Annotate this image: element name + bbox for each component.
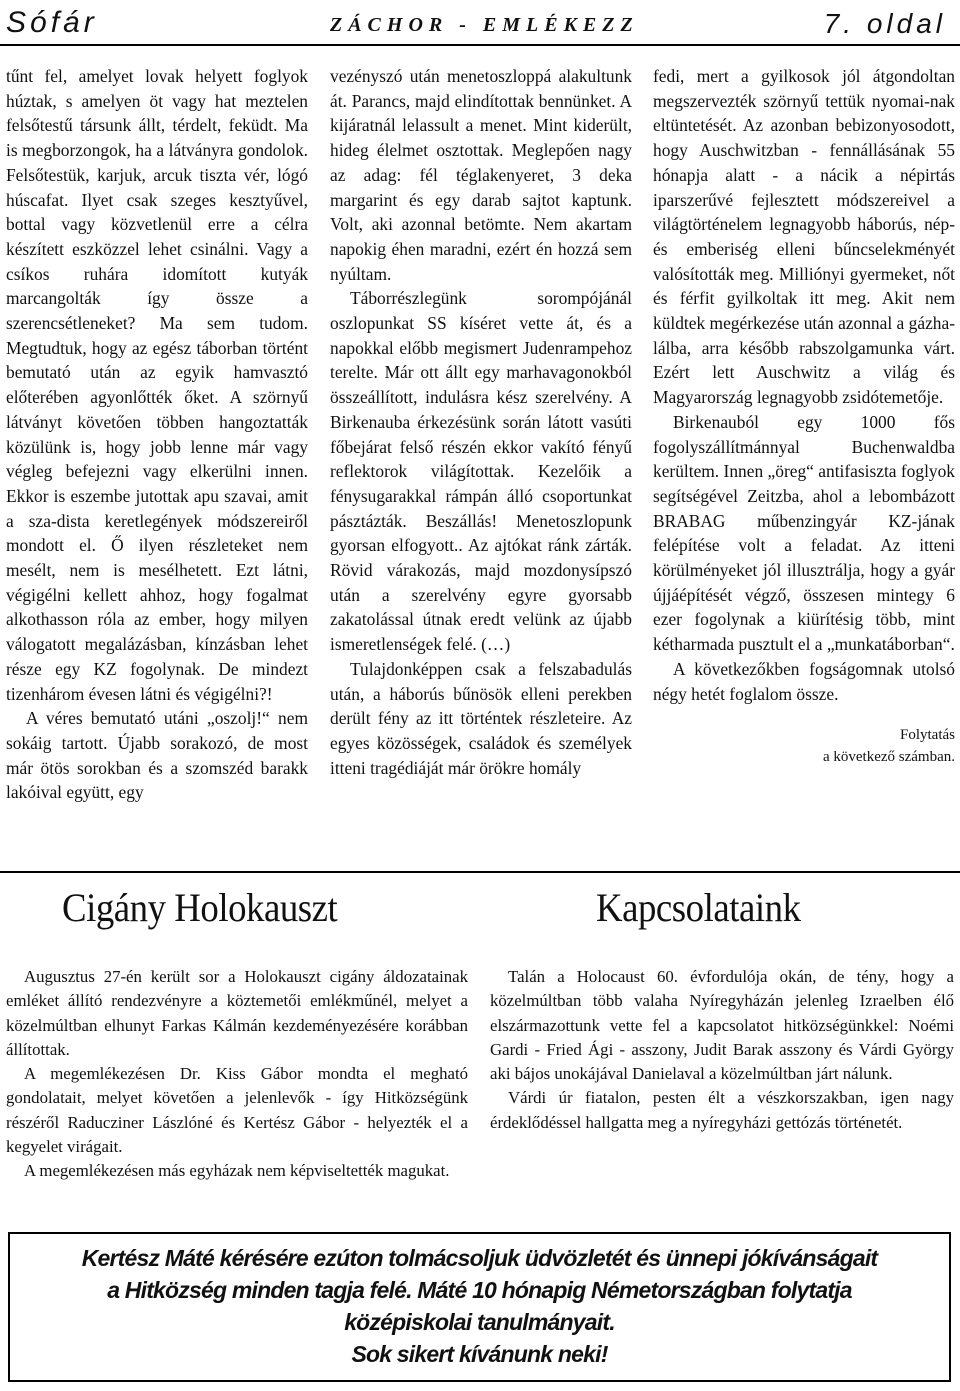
section-title-kapcsolataink: Kapcsolataink xyxy=(596,885,801,930)
paragraph: Táborrészlegünk sorompójánál oszlopunkat SS kíséret vette át, és a napokkal előbb megismert Judenrampehoz terelte. Már ott állt egy marhavagonokból összeállított, indulásra kész szerelvény. A Birkenauba érkezésünk során látott vasúti főbejárat felső részén ekkor vakító fényű reflektorok világítottak. Kezelőik a fénysugarakkal rámpán álló csoportunkat pásztázták. Beszállás! Menetoszlopunk gyorsan elfogyott.. Az ajtókat ránk zárták. Rövid várakozás, majd mozdonysípszó után a szerelvény egyre gyorsabb zakatolással útnak eredt velünk az újabb ismeretlenségek felé. (…) xyxy=(330,288,632,655)
greeting-line-2: a Hitközség minden tagja felé. Máté 10 hónapig Németországban folytatja xyxy=(107,1277,852,1303)
page-header xyxy=(0,0,960,44)
greeting-line-4: Sok sikert kívánunk neki! xyxy=(351,1341,608,1367)
section-separator xyxy=(0,871,960,873)
section-kapcsolataink-body xyxy=(490,965,954,1135)
section-title-cigany-holokauszt: Cigány Holokauszt xyxy=(62,885,338,930)
paragraph: tűnt fel, amelyet lovak helyett foglyok húztak, s amelyen öt vagy hat meztelen felsőtestű társunk állt, térdelt, feküdt. Ma is megborzongok, ha a látványra gondolok. Felsőtestük, karjuk, arcuk tiszta vér, lógó húscafat. Ilyet csak szeges kesztyűvel, bottal vagy közvetlenül erre a célra készített eszközzel lehet csinálni. Vagy a csíkos ruhára idomított kutyák marcangolták így össze a szerencsétleneket? Ma sem tudom. Megtudtuk, hogy az egész táborban történt bemutató után az egyik hamvasztó előterében agyonlőtték őket. A szörnyű látványt követően többen hangoztatták közülünk is, hogy jobb lenne már vagy végleg befejezni vagy elkerülni innen. Ekkor is eszembe jutottak apu szavai, amit a sza-dista keretlegények módszereiről mondott el. Ő ilyen részleteket nem mesélt, nem is mesélhetett. Ezt látni, végigélni kellett ahhoz, hogy fogalmat alkothasson róla az ember, hogy milyen válogatott megalázásban, kínzásban lehet része egy KZ fogolynak. De mindezt tizenhárom évesen látni és végigélni?! xyxy=(6,66,308,704)
greeting-line-1: Kertész Máté kérésére ezúton tolmácsoljuk üdvözletét és ünnepi jókívánságait xyxy=(81,1245,878,1271)
article-column-3 xyxy=(653,64,955,768)
paragraph: vezényszó után menetoszloppá alakultunk át. Parancs, majd elindítottak bennünket. A kijáratnál lelassult a menet. Mint kiderült, hideg élelmet osztottak. Meglepően nagy az adag: fél téglakenyeret, 3 deka margarint és egy darab sajtot kaptunk. Volt, aki azonnal betömte. Nem akartam napokig éhen maradni, ezért én hozzá sem nyúltam. xyxy=(330,66,632,284)
paragraph: fedi, mert a gyilkosok jól átgondoltan megszervezték szörnyű tettük nyomai-nak eltüntetését. Az azonban bebizonyosodott, hogy Auschwitzban - fennállásának 55 hónapja alatt - a nácik a népirtás iparszerűvé fejlesztett módszereivel a világtörténelem legnagyobb háborús, nép- és emberiség elleni bűncselekményét valósították meg. Milliónyi gyermeket, nőt és férfit gyilkoltak itt meg. Akit nem küldtek megérkezése után azonnal a gázha-lálba, arra később rabszolgamunka várt. Ezért lett Auschwitz a világ és Magyarország legnagyobb zsidótemetője. xyxy=(653,66,955,408)
continuation-note xyxy=(653,724,955,768)
page-heading: ZÁCHOR - EMLÉKEZZ xyxy=(330,14,639,36)
continuation-line-2: a következő számban. xyxy=(822,749,955,766)
header-rule xyxy=(0,44,960,46)
greeting-box xyxy=(8,1232,951,1382)
paragraph: A megemlékezésen Dr. Kiss Gábor mondta el megható gondolatait, melyet követően a jelenlevők - így Hitközségünk részéről Raducziner Lászlóné és Kertész Gábor - helyezték el a kegyelet virágait. xyxy=(6,1064,468,1157)
article-column-2 xyxy=(330,64,632,780)
page-number: 7. oldal xyxy=(823,8,946,39)
paragraph: Tulajdonképpen csak a felszabadulás után, a háborús bűnösök elleni perekben derült fény az itt történtek részleteire. Az egyes közösségek, családok és személyek itteni tragédiáját már örökre homály xyxy=(330,658,632,778)
paragraph: Talán a Holocaust 60. évfordulója okán, de tény, hogy a közelmúltban több valaha Nyíregyházán jelenleg Izraelben élő elszármazottunk vette fel a kapcsolatot hitközségünkkel: Noémi Gardi - Fried Ági - asszony, Judit Barak asszony és Várdi György aki bájos unokájával Danielaval a közelmúltban járt nálunk. xyxy=(490,967,954,1084)
paragraph: A következőkben fogságomnak utolsó négy hetét foglalom össze. xyxy=(653,658,955,704)
continuation-line-1: Folytatás xyxy=(900,727,955,744)
paragraph: Augusztus 27-én került sor a Holokauszt cigány áldozatainak emléket állító rendezvényre a köztemetői emlékműnél, melyet a közelmúltban elhunyt Farkas Kálmán kezdeményezésére korábban állítottak. xyxy=(6,967,468,1059)
paragraph: Birkenauból egy 1000 fős fogolyszállítmánnyal Buchenwaldba kerültem. Innen „öreg“ antifasiszta foglyok segítségével Zeitzba, ahol a lebombázott BRABAG műbenzingyár KZ-jának felépítése volt a feladat. Az itteni körülményeket jól illusztrálja, hogy a gyár újjáépítését végző, összesen mintegy 6 ezer fogolynak a kiürítésig több, mint kétharmada pusztult el a „munkatáborban“. xyxy=(653,411,955,655)
greeting-line-3: középiskolai tanulmányait. xyxy=(344,1309,615,1335)
newspaper-title: Sófár xyxy=(6,6,98,39)
paragraph: Várdi úr fiatalon, pesten élt a vészkorszakban, igen nagy érdeklődéssel hallgatta meg a nyíregyházi gettózás történetét. xyxy=(490,1088,954,1132)
article-column-1 xyxy=(6,64,308,805)
section-cigany-holokauszt-body xyxy=(6,965,468,1184)
paragraph: A megemlékezésen más egyházak nem képviseltették magukat. xyxy=(24,1161,450,1181)
paragraph: A véres bemutató utáni „oszolj!“ nem sokáig tartott. Újabb sorakozó, de most már ötös sorokban és a szomszéd barakk lakóival együtt, egy xyxy=(6,708,308,803)
